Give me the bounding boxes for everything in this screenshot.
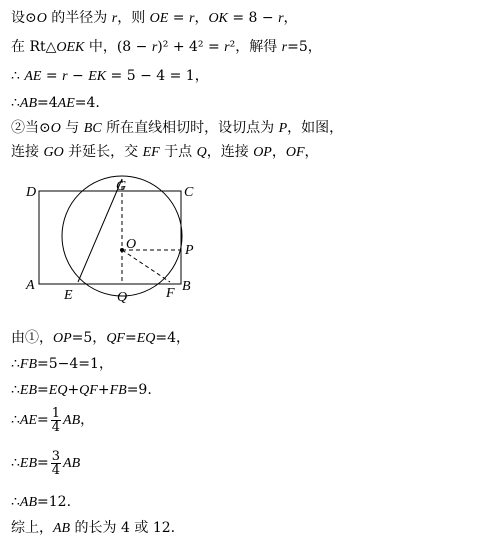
line-5: ②当⊙O 与 BC 所在直线相切时，设切点为 P，如图，: [11, 120, 344, 136]
line-2: 在 Rt△OEK 中，(8 − r)² + 4² = r²，解得 r=5，: [11, 39, 322, 55]
line-9: ∴EB=EQ+QF+FB=9.: [11, 382, 152, 398]
segment-ge: [78, 179, 122, 282]
fraction-one-quarter: $\frac{1}{4}$: [51, 405, 61, 435]
label-p: P: [185, 243, 194, 258]
label-g: G: [116, 179, 127, 194]
line-6: 连接 GO 并延长，交 EF 于点 Q，连接 OP，OF，: [11, 144, 319, 160]
line-12: ∴AB=12.: [11, 494, 72, 510]
label-a: A: [26, 278, 35, 293]
line-4: ∴AB=4AE=4.: [11, 95, 100, 111]
label-f: F: [166, 286, 175, 301]
label-b: B: [182, 279, 191, 294]
line-8: ∴FB=5−4=1，: [11, 356, 113, 372]
line-7: 由①，OP=5，QF=EQ=4，: [11, 330, 191, 346]
center-dot: [120, 248, 124, 252]
line-11: ∴EB= $\frac{3}{4}$ AB: [11, 448, 81, 478]
label-e: E: [64, 288, 73, 303]
rectangle-abcd: [39, 191, 181, 284]
line-3: ∴ AE = r − EK = 5 − 4 = 1，: [11, 68, 209, 84]
line-10: ∴AE= $\frac{1}{4}$ AB，: [11, 405, 95, 435]
segment-of: [122, 250, 170, 282]
geometry-figure: [0, 174, 485, 324]
label-d: D: [26, 185, 37, 200]
line-13: 综上，AB 的长为 4 或 12.: [11, 520, 176, 536]
label-c: C: [184, 185, 194, 200]
line-1: 设⊙O 的半径为 r，则 OE = r，OK = 8 − r，: [11, 10, 298, 26]
label-q: Q: [117, 290, 128, 305]
label-o: O: [126, 237, 137, 252]
fraction-three-quarters: $\frac{3}{4}$: [51, 448, 61, 478]
